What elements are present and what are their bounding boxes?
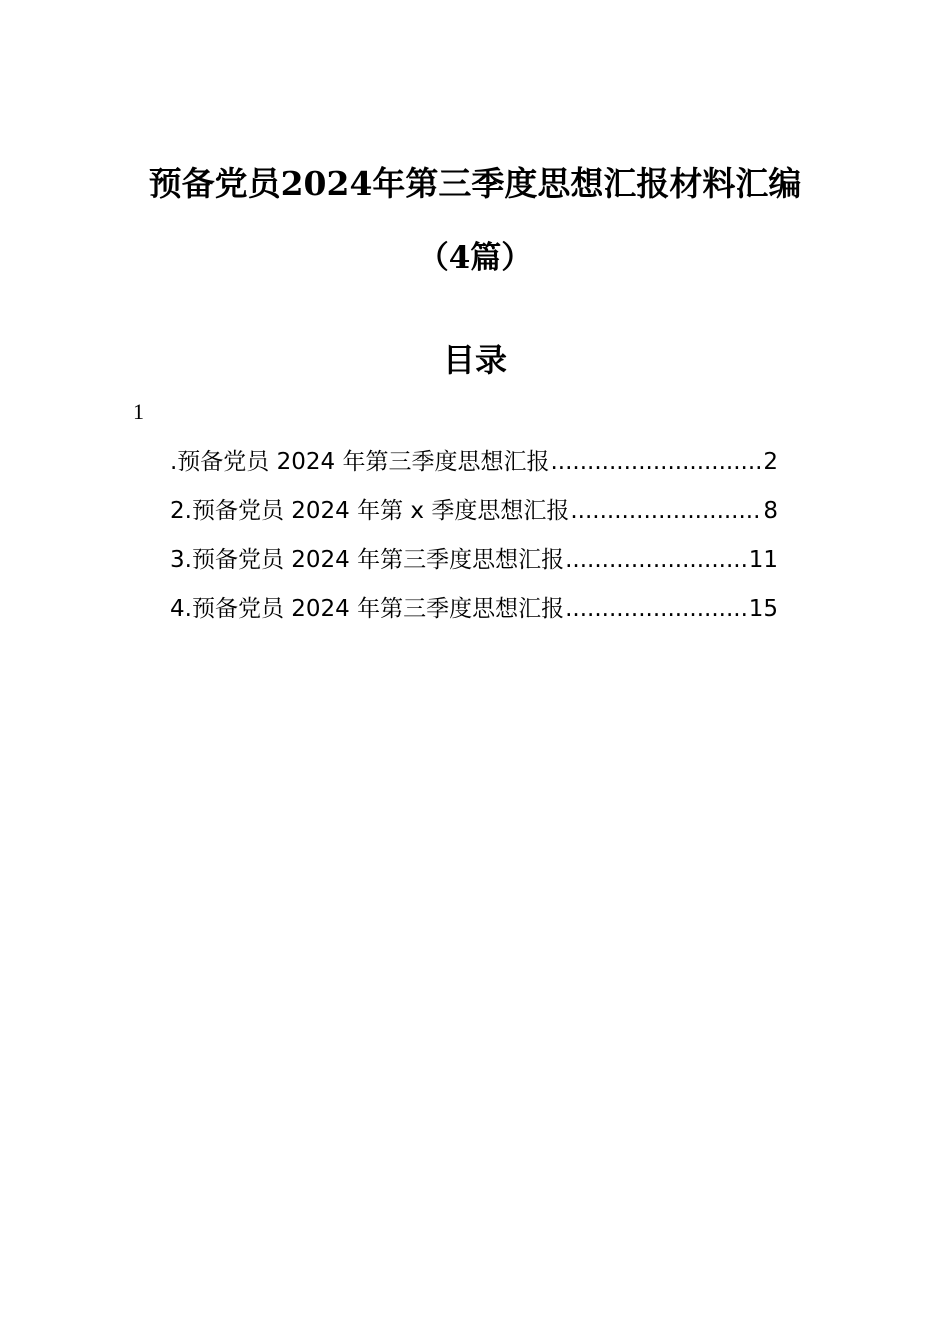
document-subtitle-count: （4篇）	[417, 240, 533, 276]
table-of-contents	[170, 442, 778, 638]
toc-entry-label: 2.预备党员 2024 年第 x 季度思想汇报	[170, 498, 570, 524]
toc-page-number: 8	[763, 498, 778, 524]
toc-entry-4[interactable]	[170, 589, 778, 638]
toc-entry-label: 3.预备党员 2024 年第三季度思想汇报	[170, 547, 565, 573]
toc-dot-leader	[565, 540, 748, 580]
toc-entry-label: .预备党员 2024 年第三季度思想汇报	[170, 449, 550, 475]
toc-page-number: 15	[748, 596, 778, 622]
toc-dot-leader	[565, 589, 748, 629]
toc-page-number: 2	[763, 449, 778, 475]
document-title: 预备党员2024年第三季度思想汇报材料汇编	[148, 164, 802, 203]
toc-entry-3[interactable]	[170, 540, 778, 589]
list-number-marker: 1	[133, 399, 144, 424]
toc-dot-leader	[550, 442, 762, 482]
toc-heading: 目录	[442, 341, 507, 379]
toc-entry-2[interactable]	[170, 491, 778, 540]
toc-entry-1[interactable]	[170, 442, 778, 491]
toc-dot-leader	[570, 491, 762, 531]
toc-entry-label: 4.预备党员 2024 年第三季度思想汇报	[170, 596, 565, 622]
toc-page-number: 11	[748, 547, 778, 573]
